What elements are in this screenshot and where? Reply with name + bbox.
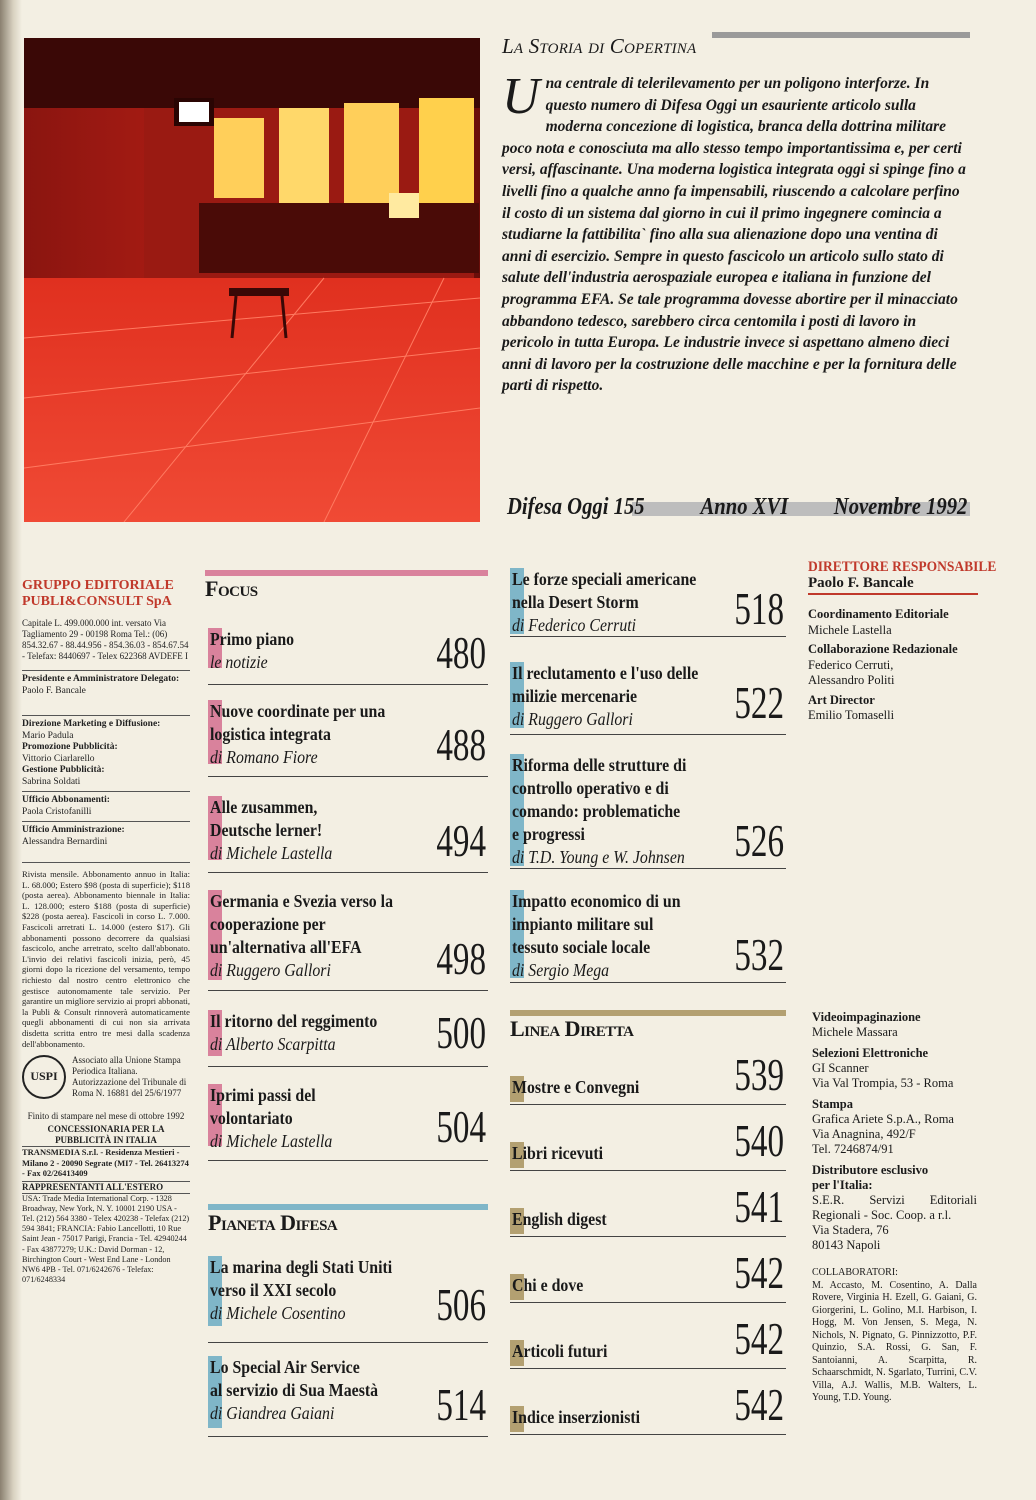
entry-title xyxy=(210,700,385,769)
entry-title xyxy=(210,1256,392,1325)
page-gutter-shadow xyxy=(0,0,22,1500)
entry-author: di Ruggero Gallori xyxy=(512,709,633,729)
section-focus: Focus xyxy=(205,576,258,601)
entry-cap: A xyxy=(210,797,222,817)
entry-title-line: primi passi del xyxy=(216,1085,316,1105)
entry-title xyxy=(210,1356,378,1425)
toc-focus-column xyxy=(205,570,488,602)
entry-title-line3: tessuto sociale locale xyxy=(512,937,651,957)
entry-title xyxy=(512,754,686,869)
toc-entry[interactable] xyxy=(208,700,488,777)
foreign-label: RAPPRESENTANTI ALL'ESTERO xyxy=(22,1181,190,1194)
entry-title-line: ndice inserzionisti xyxy=(518,1407,641,1427)
toc-entry[interactable] xyxy=(208,1356,488,1437)
entry-title-line2: logistica integrata xyxy=(210,724,331,744)
entry-author: di Romano Fiore xyxy=(210,747,318,767)
entry-page: 522 xyxy=(734,677,784,728)
subs-name: Paola Cristofanilli xyxy=(22,806,92,817)
collaborators-list: M. Accasto, M. Cosentino, A. Dalla Rovere, Virginia H. Ezell, G. Gaiani, G. Giorgerini, L. Golino, M.I. Harbison, I. Hogg, M. Von Jensen, S. Mega, N. Nichols, N. Pignato, G. Pinnizzotto, P.F. Quinzio, S.A. Rossi, G. San, F. Santoianni, A. Scarpitta, R. Schaarschmidt, N. Sgarlato, Turrini, C.V. Villa, A.J. Wallis, M.B. Walters, L. Young, T.D. Young. xyxy=(812,1279,977,1403)
toc-entry[interactable] xyxy=(510,1380,786,1435)
collaborators xyxy=(812,1267,977,1405)
toc-entry[interactable] xyxy=(208,628,488,685)
cover-story-body: na centrale di telerilevamento per un poligono interforze. In questo numero di Difesa Oggi un esauriente articolo sulla moderna concezione di logistica, branca della dottrina militare poco nota e conosciuta ma allo stesso tempo importantissima e, per certi versi, affascinante. Una moderna logistica integrata oggi si spinge fino a livelli fino a qualche anno fa impensabili, riuscendo a calcolare perfino il costo di un sistema dal giorno in cui il primo ingegnere comincia a studiarne la fattibilita` fino alla sua alienazione dopo una ventina di anni di esercizio. Sempre in questo fascicolo un articolo sullo stato di salute dell'industria aerospaziale europea e italiana in funzione del programma EFA. Se tale programma dovesse abortire per il minacciato abbandono tedesco, sarebbero circa centomila i posti di lavoro in pericolo in tutta Europa. Le industrie invece si aspettano almeno dieci anni di lavoro per la costruzione delle macchine e per la fornitura delle parti di rispetto. xyxy=(502,75,966,395)
subscriptions-block xyxy=(22,791,190,821)
entry-title xyxy=(512,1076,639,1099)
issue-magazine: Difesa Oggi 155 xyxy=(507,494,645,520)
entry-cap: R xyxy=(512,755,524,775)
entry-title xyxy=(512,1406,640,1429)
entry-title-line3: comando: problematiche xyxy=(512,801,681,821)
entry-author: di Michele Lastella xyxy=(210,843,333,863)
entry-title-line2: al servizio di Sua Maestà xyxy=(210,1380,379,1400)
entry-author: di Alberto Scarpitta xyxy=(210,1034,336,1054)
toc-linea-column xyxy=(510,1010,786,1042)
entry-title-line2: cooperazione per xyxy=(210,914,326,934)
print-name: Grafica Ariete S.p.A., Roma xyxy=(812,1112,954,1126)
entry-page: 506 xyxy=(436,1279,486,1330)
admin-label: Ufficio Amministrazione: xyxy=(22,825,125,835)
entry-title xyxy=(210,1084,332,1153)
toc-entry[interactable] xyxy=(510,1050,786,1105)
control-room-image xyxy=(24,38,480,522)
entry-title-line: uove coordinate per una xyxy=(221,701,386,721)
entry-author: di Michele Lastella xyxy=(210,1131,333,1151)
uspi-logo: USPI xyxy=(22,1055,66,1099)
print-label: Stampa xyxy=(812,1097,853,1111)
sel-label: Selezioni Elettroniche xyxy=(812,1046,929,1060)
entry-cap: L xyxy=(512,569,523,589)
dist-city: 80143 Napoli xyxy=(812,1238,881,1252)
coord-name: Michele Lastella xyxy=(808,622,892,637)
issue-year: Anno XVI xyxy=(700,494,789,520)
entry-author: le notizie xyxy=(210,652,268,672)
staff-column xyxy=(808,559,997,724)
marketing-name: Mario Padula xyxy=(22,730,74,741)
toc-entry[interactable] xyxy=(510,1182,786,1237)
toc-entry[interactable] xyxy=(510,568,786,637)
entry-page: 514 xyxy=(436,1379,486,1430)
video-name: Michele Massara xyxy=(812,1025,898,1039)
entry-cap: E xyxy=(512,1209,523,1229)
entry-title-line3: un'alternativa all'EFA xyxy=(210,937,362,957)
production-column xyxy=(812,1004,977,1405)
section-linea: Linea Diretta xyxy=(510,1016,634,1041)
entry-cap: I xyxy=(512,1407,519,1427)
entry-title-line: a marina degli Stati Uniti xyxy=(220,1257,393,1277)
entry-title-line4: e progressi xyxy=(512,824,585,844)
admin-block xyxy=(22,821,190,862)
issue-line xyxy=(507,494,968,522)
promo-name: Vittorio Ciarlarello xyxy=(22,753,95,764)
dropcap: U xyxy=(502,68,540,125)
entry-title-line2: milizie mercenarie xyxy=(512,686,638,706)
entry-cap: L xyxy=(210,1357,221,1377)
admin-name: Alessandra Bernardini xyxy=(22,836,108,847)
entry-title-line: nglish digest xyxy=(522,1209,607,1229)
entry-page: 480 xyxy=(436,627,486,678)
dist-label-line2: per l'Italia: xyxy=(812,1178,873,1192)
entry-title-line2: verso il XXI secolo xyxy=(210,1280,337,1300)
entry-page: 532 xyxy=(734,929,784,980)
coord-label: Coordinamento Editoriale xyxy=(808,607,949,621)
publisher-name-line2: PUBLI&CONSULT SpA xyxy=(22,594,172,609)
subs-label: Ufficio Abbonamenti: xyxy=(22,795,110,805)
entry-title-line: rticoli futuri xyxy=(523,1341,608,1361)
entry-cap: P xyxy=(210,629,220,649)
entry-title-line2: volontariato xyxy=(210,1108,293,1128)
entry-page: 500 xyxy=(436,1007,486,1058)
entry-page: 540 xyxy=(734,1115,784,1166)
entry-page: 542 xyxy=(734,1379,784,1430)
marketing-block xyxy=(22,715,190,791)
entry-title-line: hi e dove xyxy=(523,1275,584,1295)
dist-label-line1: Distributore esclusivo xyxy=(812,1163,929,1177)
cover-story xyxy=(502,32,970,397)
entry-page: 539 xyxy=(734,1049,784,1100)
entry-page: 542 xyxy=(734,1313,784,1364)
toc-entry[interactable] xyxy=(510,754,786,869)
cover-photo xyxy=(24,38,480,522)
print-phone: Tel. 7246874/91 xyxy=(812,1142,894,1156)
entry-author: di Ruggero Gallori xyxy=(210,960,331,980)
entry-cap: I xyxy=(210,1085,217,1105)
toc-entry[interactable] xyxy=(510,1314,786,1369)
collaborators-label: COLLABORATORI: xyxy=(812,1267,898,1278)
entry-title xyxy=(512,1340,607,1363)
collab-label: Collaborazione Redazionale xyxy=(808,642,958,656)
entry-cap: I xyxy=(512,891,519,911)
entry-title-line2: controllo operativo e di xyxy=(512,778,669,798)
entry-title xyxy=(512,568,696,637)
entry-title-line: l ritorno del reggimento xyxy=(216,1011,378,1031)
entry-cap: A xyxy=(512,1341,524,1361)
entry-title xyxy=(512,890,681,982)
entry-author: di Sergio Mega xyxy=(512,960,610,980)
entry-title-line: ibri ricevuti xyxy=(522,1143,604,1163)
dist-label xyxy=(812,1163,977,1193)
cover-story-title: La Storia di Copertina xyxy=(502,34,697,58)
entry-page: 498 xyxy=(436,933,486,984)
entry-cap: I xyxy=(512,663,519,683)
entry-author: di Michele Cosentino xyxy=(210,1303,346,1323)
art-label: Art Director xyxy=(808,692,875,707)
collab-name-1: Federico Cerruti, xyxy=(808,657,894,672)
entry-title xyxy=(512,1274,583,1297)
entry-page: 526 xyxy=(734,815,784,866)
sel-name: GI Scanner xyxy=(812,1061,869,1075)
toc-entry[interactable] xyxy=(208,796,488,873)
entry-title-line: ermania e Svezia verso la xyxy=(222,891,394,911)
toc-entry[interactable] xyxy=(510,1116,786,1171)
entry-title-line2: Deutsche lerner! xyxy=(210,820,323,840)
section-pianeta: Pianeta Difesa xyxy=(208,1210,338,1235)
toc-entry[interactable] xyxy=(208,1007,488,1067)
director-label: DIRETTORE RESPONSABILE xyxy=(808,559,997,575)
director-name: Paolo F. Bancale xyxy=(808,576,978,596)
entry-page: 542 xyxy=(734,1247,784,1298)
foreign-text: USA: Trade Media International Corp. - 1328 Broadway, New York, N. Y. 10001 2190 USA - Tel. (212) 564 3380 - Telex 420238 - Telefax (212) 594 3841; FRANCIA: Fabio Lancellotti, 10 Rue Saint Jean - 75017 Parigi, Francia - Tel. 42940244 - Fax 43877279; U.K.: David Dorman - 12, Birchington Court - West End Lane - London NW6 4PB - Tel. 071/6242676 - Telefax: 071/6248334 xyxy=(22,1193,190,1285)
publisher-name-line1: GRUPPO EDITORIALE xyxy=(22,578,174,593)
entry-title xyxy=(512,1142,603,1165)
concession-text: TRANSMEDIA S.r.l. - Residenza Mestieri - Milano 2 - 20090 Segrate (MI7 - Tel. 26413274 - Fax 02/26413409 xyxy=(22,1147,189,1179)
entry-cap: N xyxy=(210,701,222,721)
entry-page: 518 xyxy=(734,583,784,634)
entry-author: di Giandrea Gaiani xyxy=(210,1403,335,1423)
entry-title xyxy=(512,662,698,731)
entry-title xyxy=(210,890,393,982)
toc-entry[interactable] xyxy=(510,662,786,735)
publisher-details: Capitale L. 499.000.000 int. versato Via Tagliamento 29 - 00198 Roma Tel.: (06) 854.32.67 - 88.44.956 - 854.36.03 - 854.67.54 - Telefax: 8440697 - Telex 622368 AVDEFE I xyxy=(22,618,189,661)
uspi-text: Associato alla Unione Stampa Periodica Italiana. Autorizzazione del Tribunale di Roma N. 16881 del 25/6/1977 xyxy=(72,1055,187,1099)
entry-cap: L xyxy=(210,1257,221,1277)
entry-title-line: ostre e Convegni xyxy=(526,1077,640,1097)
entry-title xyxy=(210,796,332,865)
entry-title xyxy=(512,1208,607,1231)
entry-author: di Federico Cerruti xyxy=(512,615,637,635)
dist-name: S.E.R. Servizi Editoriali Regionali - Soc. Coop. a r.l. xyxy=(812,1193,977,1222)
uspi-block xyxy=(22,1055,190,1099)
toc-entry[interactable] xyxy=(510,890,786,983)
ads-name: Sabrina Soldati xyxy=(22,776,81,787)
entry-title-line: mpatto economico di un xyxy=(518,891,681,911)
president-name: Paolo F. Bancale xyxy=(22,685,86,696)
subscription-text: Rivista mensile. Abbonamento annuo in Italia: L. 68.000; Estero $98 (posta di superficie); $118 (posta aerea). Abbonamento biennale in Italia: L. 128.000; estero $188 (posta di superficie) $228 (posta aerea). Fascicoli in corso L. 7.000. Fascicoli arretrati L. 14.000 (estero $17). Gli abbonamenti possono decorrere da qualsiasi fascicolo, anche arretrato, scelto dall'abbonato. L'invio dei relativi fascicoli inizia, però, 45 giorni dopo la ricezione del versamento, tempo richiesto dal nostro centro elettronico che gestisce autonomamente tale servizio. Per garantire un migliore servizio ai propri abbonati, la Publi & Consult rinnoverà automaticamente quegli abbonamenti di cui non sia arrivata disdetta scritta entro tre mesi dalla scadenza dell'abbonamento. xyxy=(22,862,190,1049)
entry-page: 541 xyxy=(734,1181,784,1232)
marketing-label: Direzione Marketing e Diffusione: xyxy=(22,719,161,729)
entry-title-line2: nella Desert Storm xyxy=(512,592,639,612)
printed-date: Finito di stampare nel mese di ottobre 1992 xyxy=(27,1111,185,1122)
issue-date: Novembre 1992 xyxy=(833,494,968,520)
video-label: Videoimpaginazione xyxy=(812,1010,921,1024)
promo-label: Promozione Pubblicità: xyxy=(22,742,118,752)
print-address: Via Anagnina, 492/F xyxy=(812,1127,916,1141)
toc-entry[interactable] xyxy=(208,1256,488,1343)
concession-label: CONCESSIONARIA PER LA PUBBLICITÀ IN ITALIA xyxy=(47,1124,165,1146)
cover-story-text xyxy=(502,68,970,397)
toc-entry[interactable] xyxy=(208,1084,488,1161)
president-label: Presidente e Amministratore Delegato: xyxy=(22,674,180,684)
entry-page: 488 xyxy=(436,719,486,770)
entry-cap: L xyxy=(512,1143,523,1163)
entry-page: 504 xyxy=(436,1101,486,1152)
toc-entry[interactable] xyxy=(208,890,488,991)
entry-title xyxy=(210,628,294,674)
toc-pianeta-column xyxy=(208,1204,488,1236)
publisher-colophon xyxy=(22,578,190,1285)
entry-title-line: lle zusammen, xyxy=(221,797,318,817)
entry-title xyxy=(210,1010,377,1056)
entry-cap: M xyxy=(512,1077,527,1097)
entry-cap: I xyxy=(210,1011,217,1031)
ads-label: Gestione Pubblicità: xyxy=(22,765,105,775)
entry-title-line: o Special Air Service xyxy=(220,1357,360,1377)
entry-title-line: rimo piano xyxy=(219,629,295,649)
president-block xyxy=(22,670,190,715)
entry-title-line: l reclutamento e l'uso delle xyxy=(518,663,699,683)
entry-author: di T.D. Young e W. Johnsen xyxy=(512,847,685,867)
toc-entry[interactable] xyxy=(510,1248,786,1303)
entry-title-line: e forze speciali americane xyxy=(522,569,697,589)
entry-page: 494 xyxy=(436,815,486,866)
collab-name-2: Alessandro Politi xyxy=(808,673,895,687)
entry-cap: G xyxy=(210,891,223,911)
art-name: Emilio Tomaselli xyxy=(808,708,895,722)
entry-title-line: iforma delle strutture di xyxy=(523,755,687,775)
entry-title-line2: impianto militare sul xyxy=(512,914,654,934)
entry-cap: C xyxy=(512,1275,524,1295)
sel-address: Via Val Trompia, 53 - Roma xyxy=(812,1076,954,1090)
dist-address: Via Stadera, 76 xyxy=(812,1223,889,1237)
